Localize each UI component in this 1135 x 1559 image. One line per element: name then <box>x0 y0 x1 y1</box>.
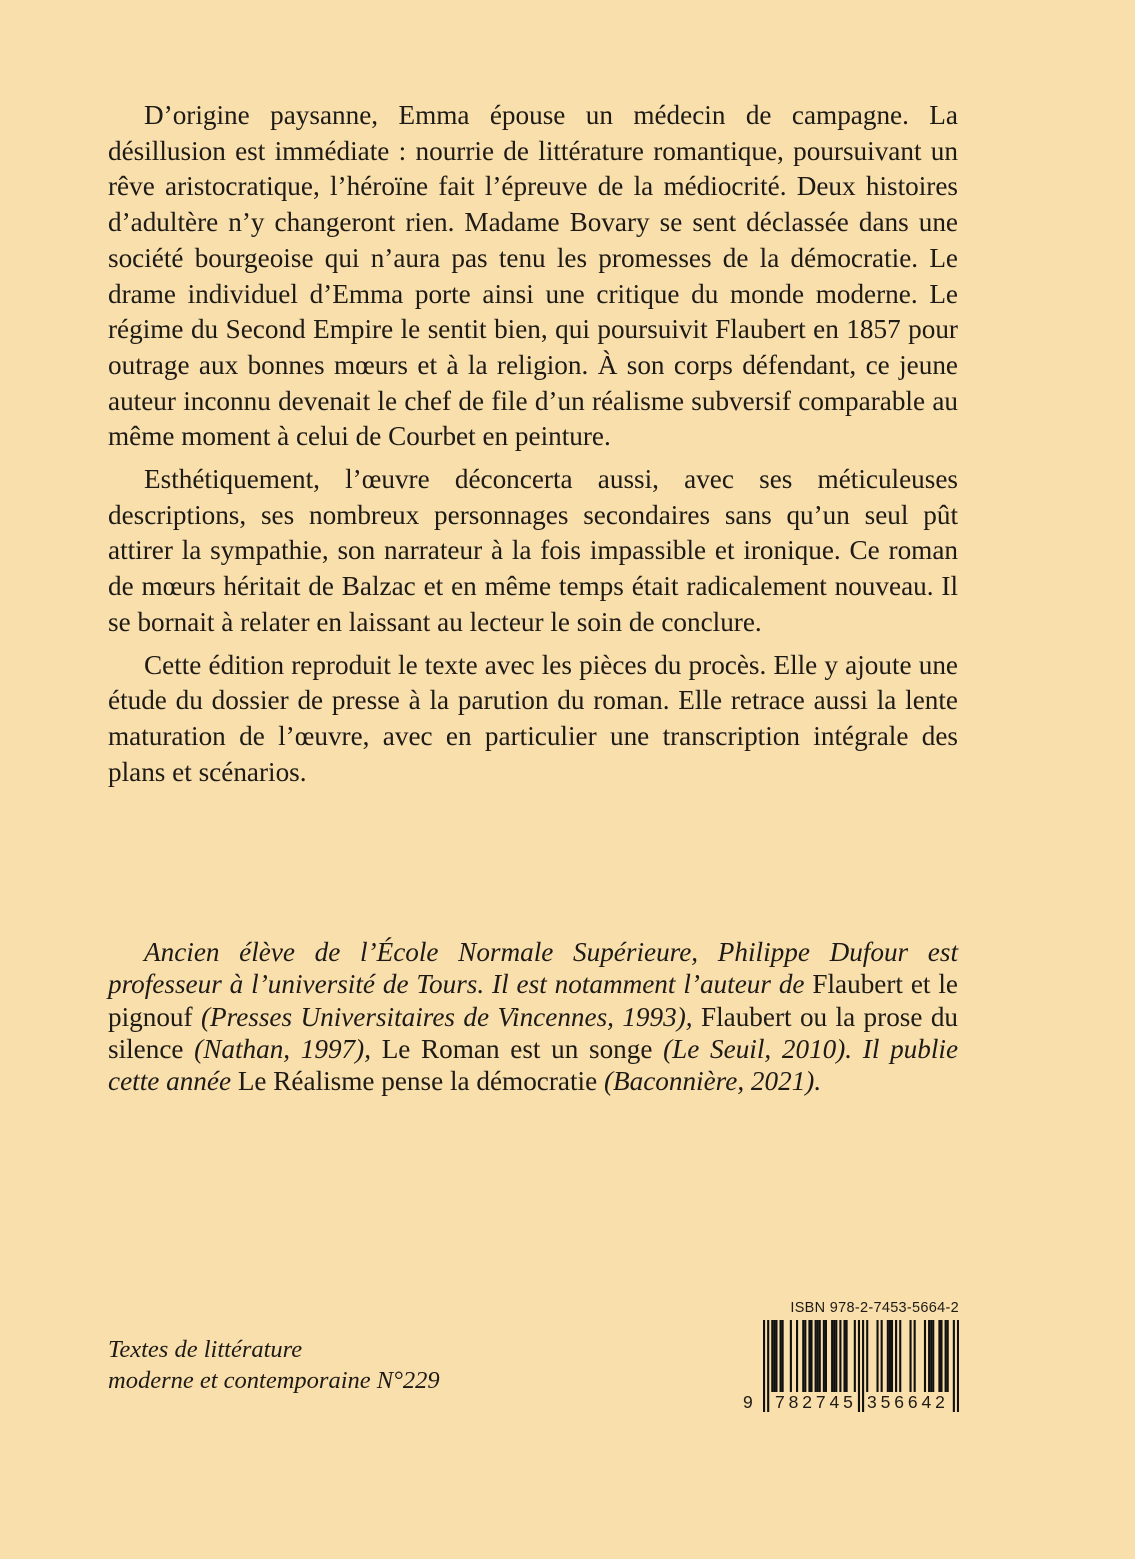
author-bio <box>108 936 958 1097</box>
barcode-bar <box>817 1320 819 1392</box>
barcode-bar <box>889 1320 891 1392</box>
barcode-bar <box>938 1320 940 1392</box>
book-title-ref: Le Roman est un songe <box>381 1033 653 1064</box>
barcode-bar <box>775 1320 777 1392</box>
ean-first-digit: 9 <box>743 1392 753 1412</box>
bio-text: (Le Seuil, 2010). Il publie cette année <box>108 1033 959 1097</box>
barcode-bar <box>819 1320 821 1392</box>
barcode-bar <box>815 1320 817 1392</box>
summary-paragraph: Esthétiquement, l’œuvre déconcerta aussi, avec ses méticuleuses descriptions, ses nombreux personnages secondaires sans qu’un seul pût attirer la sympathie, son narrateur à la fois impassible et ironique. Ce roman de mœurs héritait de Balzac et en même temps était radicalement nouveau. Il se bornait à relater en laissant au lecteur le soin de conclure. <box>108 464 958 637</box>
barcode-bar <box>866 1320 868 1392</box>
isbn-label: ISBN 978-2-7453-5664-2 <box>790 1300 959 1316</box>
barcode-bar <box>854 1320 856 1392</box>
barcode-bar <box>831 1320 833 1392</box>
barcode-bar <box>947 1320 949 1392</box>
series-line: Textes de littérature <box>108 1336 303 1363</box>
barcode-bar <box>810 1320 812 1392</box>
book-title-ref: Flaubert et le pignouf <box>108 969 958 1032</box>
barcode-bar <box>782 1320 784 1392</box>
barcode-bar <box>930 1320 932 1392</box>
book-title-ref: Le Réalisme pense la démocratie <box>237 1066 598 1097</box>
barcode-bar <box>843 1320 845 1392</box>
barcode-bar <box>802 1320 804 1392</box>
barcode-bar <box>804 1320 806 1392</box>
barcode-bar <box>835 1320 837 1392</box>
barcode-bar <box>945 1320 947 1392</box>
book-title-ref: Flaubert ou la prose du silence <box>108 1001 959 1064</box>
ean-digits <box>743 1392 959 1412</box>
ean-right-digits: 356642 <box>867 1392 949 1412</box>
barcode-bar <box>771 1320 773 1392</box>
bio-text: (Presses Universitaires de Vincennes, 1993), <box>200 1001 693 1032</box>
summary-paragraph: Cette édition reproduit le texte avec les pièces du procès. Elle y ajoute une étude du dossier de presse à la parution du roman. Elle retrace aussi la lente maturation de l’œuvre, avec en particulier une transcription intégrale des plans et scénarios. <box>108 649 958 787</box>
summary-paragraph: D’origine paysanne, Emma épouse un médecin de campagne. La désillusion est immédiate : nourrie de littérature romantique, poursuivant un rêve aristocratique, l’héroïne fait l’épreuve de la médiocrité. Deux histoires d’adultère n’y changeront rien. Madame Bovary se sent déclassée dans une société bourgeoise qui n’aura pas tenu les promesses de la démocratie. Le drame individuel d’Emma porte ainsi une critique du monde moderne. Le régime du Second Empire le sentit bien, qui poursuivit Flaubert en 1857 pour outrage aux bonnes mœurs et à la religion. À son corps défendant, ce jeune auteur inconnu devenait le chef de file d’un réalisme subversif comparable au même moment à celui de Courbet en peinture. <box>108 100 958 452</box>
barcode-bar <box>839 1320 841 1392</box>
barcode-bar <box>833 1320 835 1392</box>
barcode-bar <box>825 1320 827 1392</box>
barcode-bar <box>808 1320 810 1392</box>
barcode-bar <box>773 1320 775 1392</box>
series-line: moderne et contemporaine N°229 <box>108 1367 440 1394</box>
barcode-bar <box>924 1320 926 1392</box>
bio-text: Ancien élève de l’École Normale Supérieure, Philippe Dufour est professeur à l’université de Tours. Il est notamment l’auteur de <box>108 937 958 1000</box>
barcode-bar <box>876 1320 878 1392</box>
bio-text: (Nathan, 1997), <box>194 1033 371 1064</box>
barcode-bar <box>940 1320 942 1392</box>
barcode-bar <box>891 1320 893 1392</box>
barcode-bar <box>823 1320 825 1392</box>
isbn-barcode <box>743 1299 959 1412</box>
barcode-bar <box>932 1320 934 1392</box>
barcode-bar <box>899 1320 901 1392</box>
barcode-bar <box>846 1320 848 1392</box>
barcode-bar <box>780 1320 782 1392</box>
bio-text: (Baconnière, 2021). <box>603 1066 822 1097</box>
ean-left-digits: 782745 <box>775 1392 857 1412</box>
barcode-bar <box>881 1320 883 1392</box>
barcode-bar <box>895 1320 897 1392</box>
barcode-bar <box>928 1320 930 1392</box>
barcode-bar <box>887 1320 889 1392</box>
barcode-bar <box>909 1320 911 1392</box>
barcode-bar <box>914 1320 916 1392</box>
series-info <box>108 1334 440 1396</box>
book-summary <box>108 98 958 790</box>
barcode-bar <box>796 1320 798 1392</box>
barcode-bar <box>790 1320 792 1392</box>
